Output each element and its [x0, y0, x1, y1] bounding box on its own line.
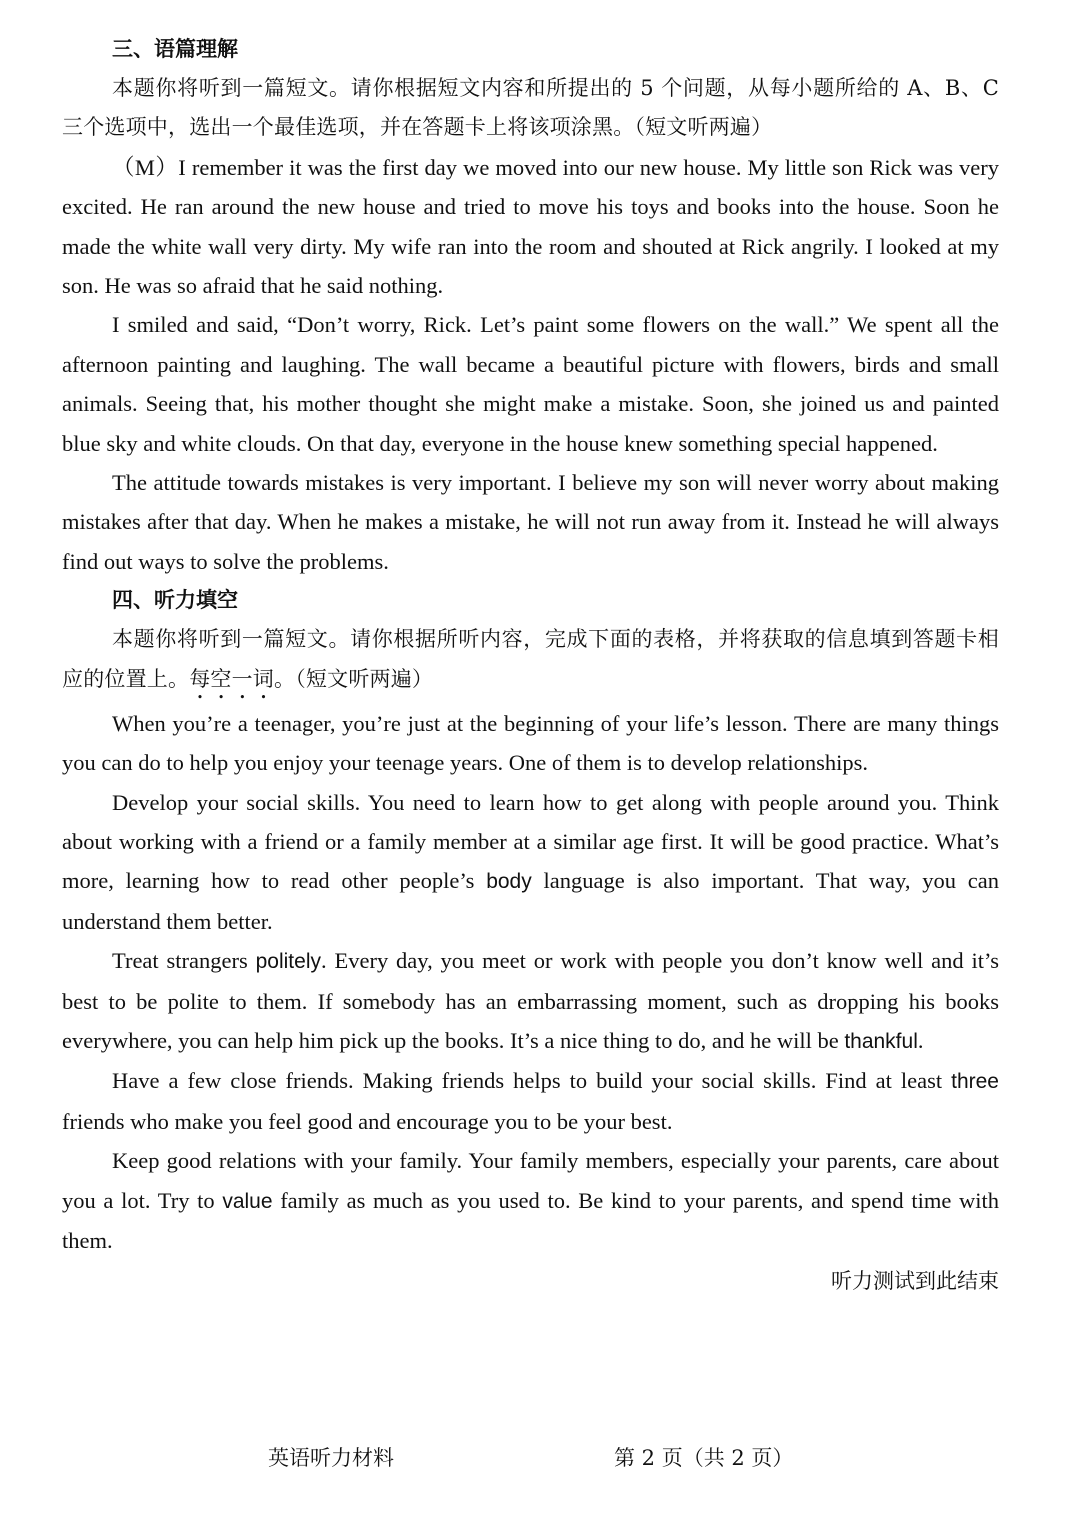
- section-3-passage-paragraph-1: （M）I remember it was the first day we moved into our new house. My little son Rick was very excited. He ran around the new house and tried to move his toys and books into the house. Soon he made the white wall very dirty. My wife ran into the room and shouted at Rick angrily. I looked at my son. He was so afraid that he said nothing.: [62, 154, 999, 299]
- paragraph-text: Treat strangers: [112, 948, 256, 974]
- section-4-passage-paragraph-4: [62, 1061, 999, 1141]
- paragraph-text: Have a few close friends. Making friends helps to build your social skills. Find at least: [112, 1068, 952, 1094]
- answer-word-politely: politely: [255, 950, 321, 974]
- paragraph-text: .: [917, 1027, 924, 1053]
- section-3-passage-paragraph-3: The attitude towards mistakes is very important. I believe my son will never worry about making mistakes after that day. When he makes a mistake, he will not run away from it. Instead he will always find out ways to solve the problems.: [62, 470, 999, 574]
- section-4-passage-paragraph-2: [62, 783, 999, 942]
- paragraph-text: language is also important. That way, you can understand them better.: [62, 868, 999, 934]
- section-3-instruction: 本题你将听到一篇短文。请你根据短文内容和所提出的 5 个问题，从每小题所给的 A、B、C 三个选项中，选出一个最佳选项，并在答题卡上将该项涂黑。（短文听两遍）: [62, 76, 999, 140]
- end-of-test-note: 听力测试到此结束: [831, 1269, 999, 1294]
- answer-word-body: body: [486, 870, 532, 894]
- answer-word-value: value: [222, 1189, 273, 1213]
- footer-document-title: 英语听力材料: [268, 1446, 394, 1470]
- section-4-heading: 四、听力填空: [112, 588, 238, 613]
- section-4-instruction-note: 。（短文听两遍）: [274, 666, 434, 691]
- answer-word-thankful: thankful: [844, 1029, 918, 1053]
- page-footer: [0, 1438, 1080, 1478]
- section-3-passage-paragraph-2: I smiled and said, “Don’t worry, Rick. Let’s paint some flowers on the wall.” We spent all the afternoon painting and laughing. The wall became a beautiful picture with flowers, birds and small animals. Seeing that, his mother thought she might make a mistake. Soon, she joined us and painted blue sky and white clouds. On that day, everyone in the house knew something special happened.: [62, 312, 999, 456]
- paragraph-text: friends who make you feel good and encourage you to be your best.: [62, 1108, 673, 1134]
- footer-page-number: 第 2 页（共 2 页）: [614, 1446, 794, 1470]
- document-page: [62, 30, 999, 1301]
- paragraph-text: . Every day, you meet or work with people you don’t know well and it’s best to be polite to them. If somebody has an embarrassing moment, such as dropping his books everywhere, you can help him pick up the books. It’s a nice thing to do, and he will be: [62, 948, 999, 1053]
- paragraph-text: Develop your social skills. You need to learn how to get along with people around you. Think about working with a friend or a family member at a similar age first. It will be good practice. What’s more, learning how to read other people’s: [62, 789, 999, 894]
- section-3-heading: 三、语篇理解: [112, 37, 238, 61]
- section-4-instruction-text: 本题你将听到一篇短文。请你根据所听内容，完成下面的表格，并将获取的信息填到答题卡相应的位置上。: [62, 627, 999, 691]
- paragraph-text: Keep good relations with your family. Your family members, especially your parents, care about you a lot. Try to: [62, 1148, 999, 1213]
- section-4-instruction: [62, 620, 999, 703]
- paragraph-text: family as much as you used to. Be kind to your parents, and spend time with them.: [62, 1187, 1000, 1253]
- section-4-passage-paragraph-5: [62, 1141, 999, 1260]
- section-4-passage-paragraph-3: [62, 941, 999, 1061]
- answer-word-three: three: [951, 1070, 999, 1094]
- section-4-passage-paragraph-1: When you’re a teenager, you’re just at the beginning of your life’s lesson. There are many things you can do to help you enjoy your teenage years. One of them is to develop relationships.: [62, 710, 999, 776]
- section-4-instruction-emphasis: 每空一词: [189, 666, 275, 691]
